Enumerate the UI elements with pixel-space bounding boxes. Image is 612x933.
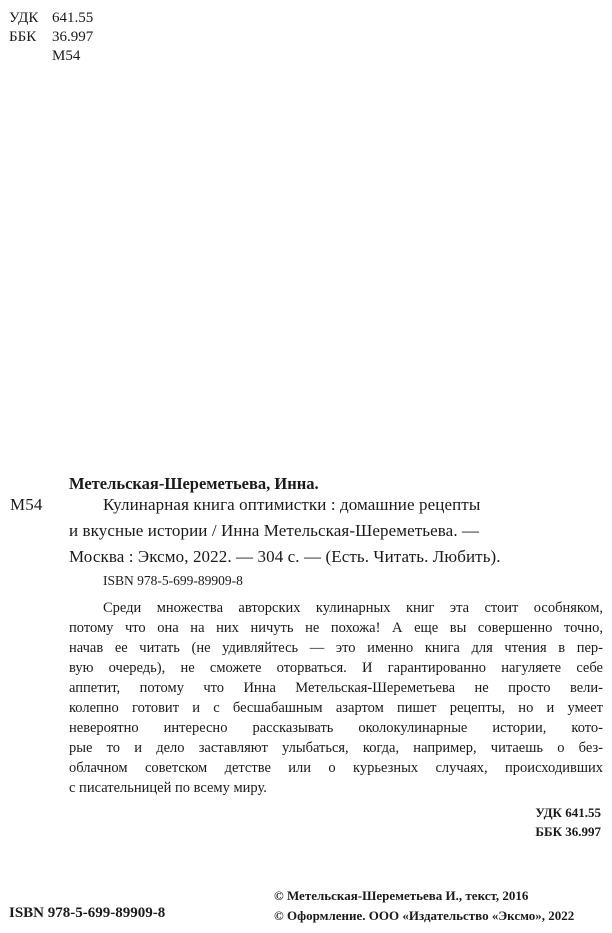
bbk-value: 36.997 (52, 29, 94, 45)
annotation-line: колепно готовит и с бесшабашным азартом пишет рецепты, но и умеет (69, 700, 603, 716)
udk-bottom: УДК 641.55 (535, 805, 601, 820)
copyright-design: © Оформление. ООО «Издательство «Эксмо», 2022 (274, 908, 575, 923)
classification-top (9, 9, 93, 66)
isbn-bottom: ISBN 978-5-699-89909-8 (9, 905, 166, 921)
classification-bottom (535, 803, 601, 841)
annotation-line: вую очередь), не сможете оторваться. И гарантированно нагуляете себе (69, 660, 603, 676)
annotation-line: аппетит, потому что Инна Метельская-Шереметьева не просто вели- (69, 680, 603, 696)
annotation-line: рые то и дело заставляют улыбаться, когда, например, читаешь о без- (69, 740, 603, 756)
author-heading: Метельская-Шереметьева, Инна. (69, 474, 319, 493)
annotation (69, 598, 603, 798)
bbk-label: ББК (9, 29, 37, 45)
annotation-line: Среди множества авторских кулинарных книг эта стоит особняком, (103, 600, 603, 616)
bib-line-3: Москва : Эксмо, 2022. — 304 с. — (Есть. Читать. Любить). (69, 547, 501, 566)
bbk-bottom: ББК 36.997 (535, 824, 601, 839)
udk-row (9, 9, 93, 28)
copyright-text: © Метельская-Шереметьева И., текст, 2016 (274, 888, 529, 903)
isbn-entry: ISBN 978-5-699-89909-8 (103, 573, 243, 588)
udk-label: УДК (9, 10, 39, 26)
author-sign-top: М54 (52, 48, 81, 64)
annotation-line: невероятно интересно рассказывать околокулинарные истории, кото- (69, 720, 603, 736)
annotation-line: облачном советском детстве или о курьезных случаях, происходивших (69, 760, 603, 776)
udk-value: 641.55 (52, 10, 94, 26)
author-sign-row (9, 47, 93, 66)
bib-line-1: Кулинарная книга оптимистки : домашние рецепты (103, 495, 481, 514)
bib-line-2: и вкусные истории / Инна Метельская-Шереметьева. — (69, 521, 480, 540)
annotation-line: потому что она на них ничуть не похожа! А еще вы совершенно точно, (69, 620, 603, 636)
bbk-row (9, 28, 93, 47)
author-sign: М54 (10, 495, 43, 514)
annotation-line: с писательницей по всему миру. (69, 780, 267, 796)
annotation-line: начав ее читать (не удивляйтесь — это именно книга для чтения в пер- (69, 640, 603, 656)
